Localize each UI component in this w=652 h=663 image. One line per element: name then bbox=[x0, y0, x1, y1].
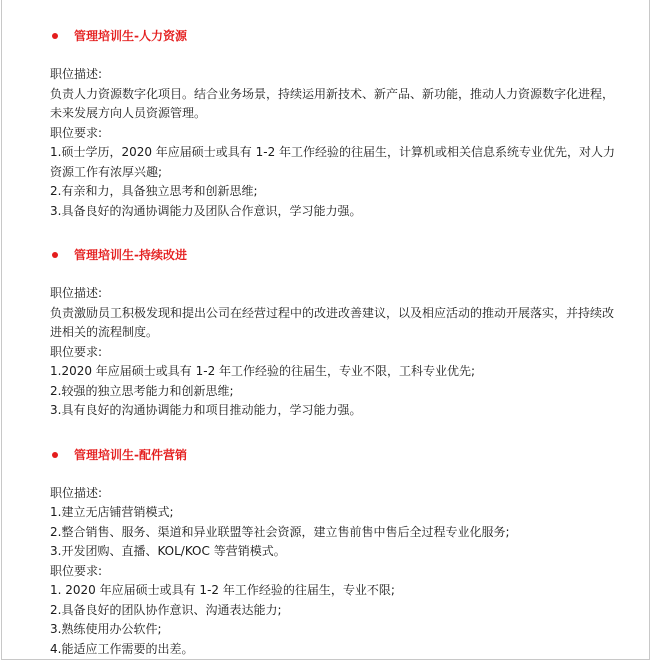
requirement-item: 1.硕士学历，2020 年应届硕士或具有 1-2 年工作经验的往届生，计算机或相关信息系统专业优先，对人力资源工作有浓厚兴趣; bbox=[50, 145, 616, 179]
description-text: 负责人力资源数字化项目。结合业务场景，持续运用新技术、新产品、新功能，推动人力资源数字化进程，未来发展方向人员资源管理。 bbox=[50, 86, 615, 120]
requirement-item: 2.具备良好的团队协作意识、沟通表达能力; bbox=[50, 602, 282, 617]
section-title bbox=[50, 444, 622, 466]
requirements-label: 职位要求: bbox=[50, 563, 103, 578]
section-title-text: 管理培训生-持续改进 bbox=[74, 248, 187, 262]
requirement-item: 3.熟练使用办公软件; bbox=[50, 622, 162, 636]
job-section-parts-marketing bbox=[50, 444, 622, 660]
requirements-label: 职位要求: bbox=[50, 344, 103, 359]
job-section-hr bbox=[50, 25, 622, 221]
requirements-label: 职位要求: bbox=[50, 125, 103, 140]
requirement-item: 1.2020 年应届硕士或具有 1-2 年工作经验的往届生，专业不限，工科专业优先; bbox=[50, 364, 476, 378]
requirement-item: 4.能适应工作需要的出差。 bbox=[50, 641, 194, 656]
requirement-item: 3.具有良好的沟通协调能力和项目推动能力，学习能力强。 bbox=[50, 403, 362, 417]
section-title bbox=[50, 244, 622, 266]
description-label: 职位描述: bbox=[50, 485, 103, 500]
description-text: 负责激励员工积极发现和提出公司在经营过程中的改进改善建议，以及相应活动的推动开展落实，并持续改进相关的流程制度。 bbox=[50, 305, 615, 339]
job-section-continuous-improvement bbox=[50, 244, 622, 421]
section-title bbox=[50, 25, 622, 47]
section-title-text: 管理培训生-人力资源 bbox=[74, 29, 187, 43]
description-item: 2.整合销售、服务、渠道和异业联盟等社会资源，建立售前售中售后全过程专业化服务; bbox=[50, 524, 510, 539]
red-bullet-icon bbox=[52, 33, 58, 39]
section-title-text: 管理培训生-配件营销 bbox=[74, 447, 187, 462]
job-listing-document bbox=[50, 25, 622, 659]
requirement-item: 1. 2020 年应届硕士或具有 1-2 年工作经验的往届生，专业不限; bbox=[50, 583, 395, 597]
description-item: 1.建立无店铺营销模式; bbox=[50, 505, 174, 519]
requirement-item: 3.具备良好的沟通协调能力及团队合作意识，学习能力强。 bbox=[50, 203, 362, 218]
requirement-item: 2.有亲和力，具备独立思考和创新思维; bbox=[50, 184, 258, 198]
red-bullet-icon bbox=[52, 252, 58, 258]
description-label: 职位描述: bbox=[50, 67, 103, 81]
requirement-item: 2.较强的独立思考能力和创新思维; bbox=[50, 383, 234, 398]
red-bullet-icon bbox=[52, 452, 58, 458]
description-item: 3.开发团购、直播、KOL/KOC 等营销模式。 bbox=[50, 544, 286, 558]
description-label: 职位描述: bbox=[50, 286, 103, 300]
